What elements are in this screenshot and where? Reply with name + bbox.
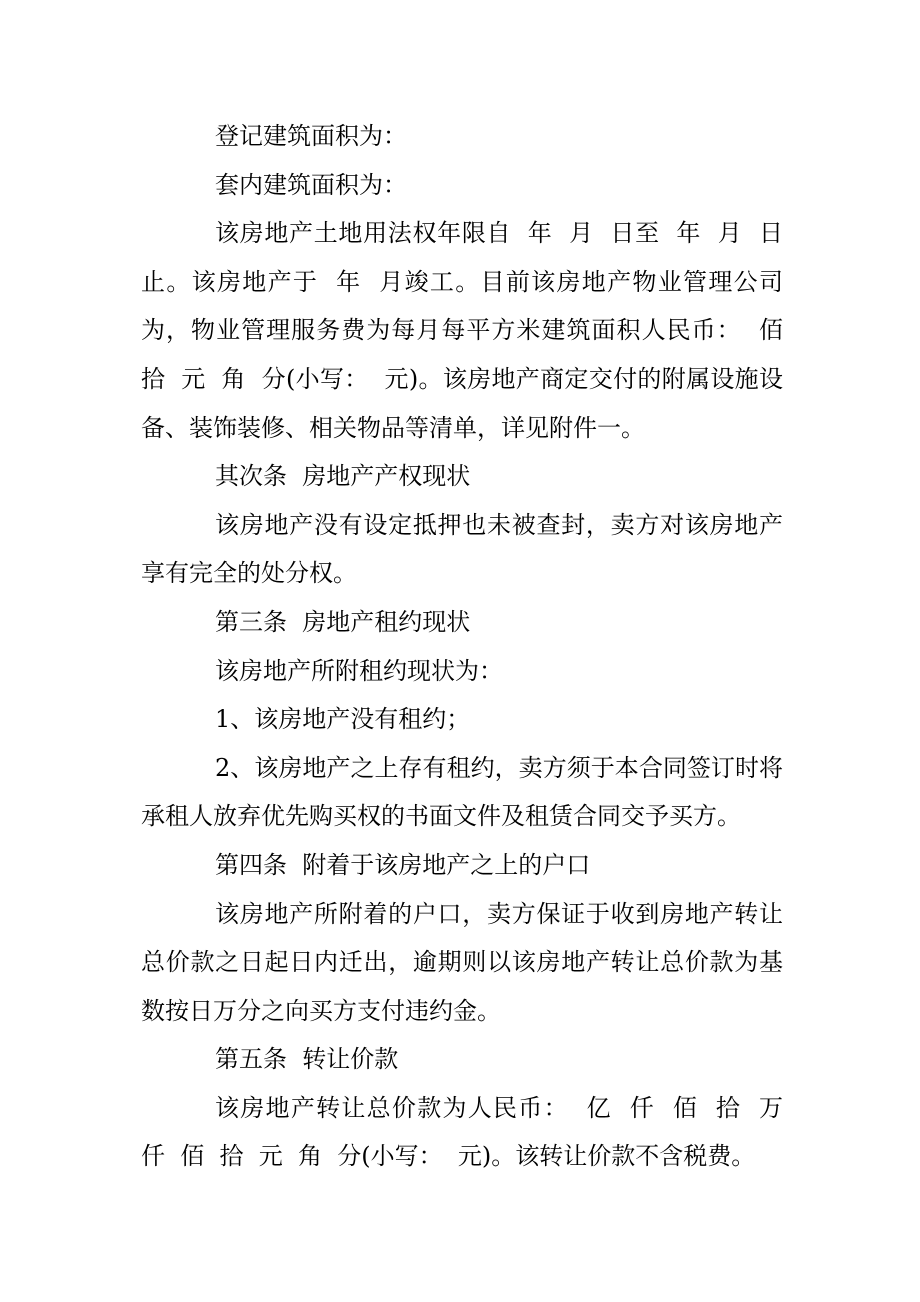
field-internal-area: 套内建筑面积为： [215,170,407,199]
document-body [141,112,799,1181]
list-item-existing-lease: 2、该房地产之上存有租约，卖方须于本合同签订时将承租人放弃优先购买权的书面文件及租赁合同交予买方。 [141,753,783,831]
article-5-heading: 第五条 转让价款 [215,1045,399,1074]
paragraph-property-rights: 该房地产没有设定抵押也未被查封，卖方对该房地产享有完全的处分权。 [141,510,783,588]
paragraph-household-registration: 该房地产所附着的户口，卖方保证于收到房地产转让总价款之日起日内迁出，逾期则以该房地产转让总价款为基数按日万分之向买方支付违约金。 [141,899,783,1025]
list-item-no-lease: 1、该房地产没有租约； [215,705,471,734]
article-4-heading: 第四条 附着于该房地产之上的户口 [215,850,591,879]
paragraph-lease-status-intro: 该房地产所附租约现状为： [215,656,503,685]
paragraph-transfer-price: 该房地产转让总价款为人民币： 亿 仟 佰 拾 万 仟 佰 拾 元 角 分(小写： 元)。该转让价款不含税费。 [141,1093,799,1171]
paragraph-land-use-term: 该房地产土地用法权年限自 年 月 日至 年 月 日止。该房地产于 年 月竣工。目前该房地产物业管理公司为，物业管理服务费为每月每平方米建筑面积人民币： 佰 拾 元 角 分(小写： 元)。该房地产商定交付的附属设施设备、装饰装修、相关物品等清单，详见附件一。 [141,219,799,442]
article-2-heading: 其次条 房地产产权现状 [215,462,471,491]
field-registered-area: 登记建筑面积为： [215,122,407,150]
article-3-heading: 第三条 房地产租约现状 [215,607,471,636]
